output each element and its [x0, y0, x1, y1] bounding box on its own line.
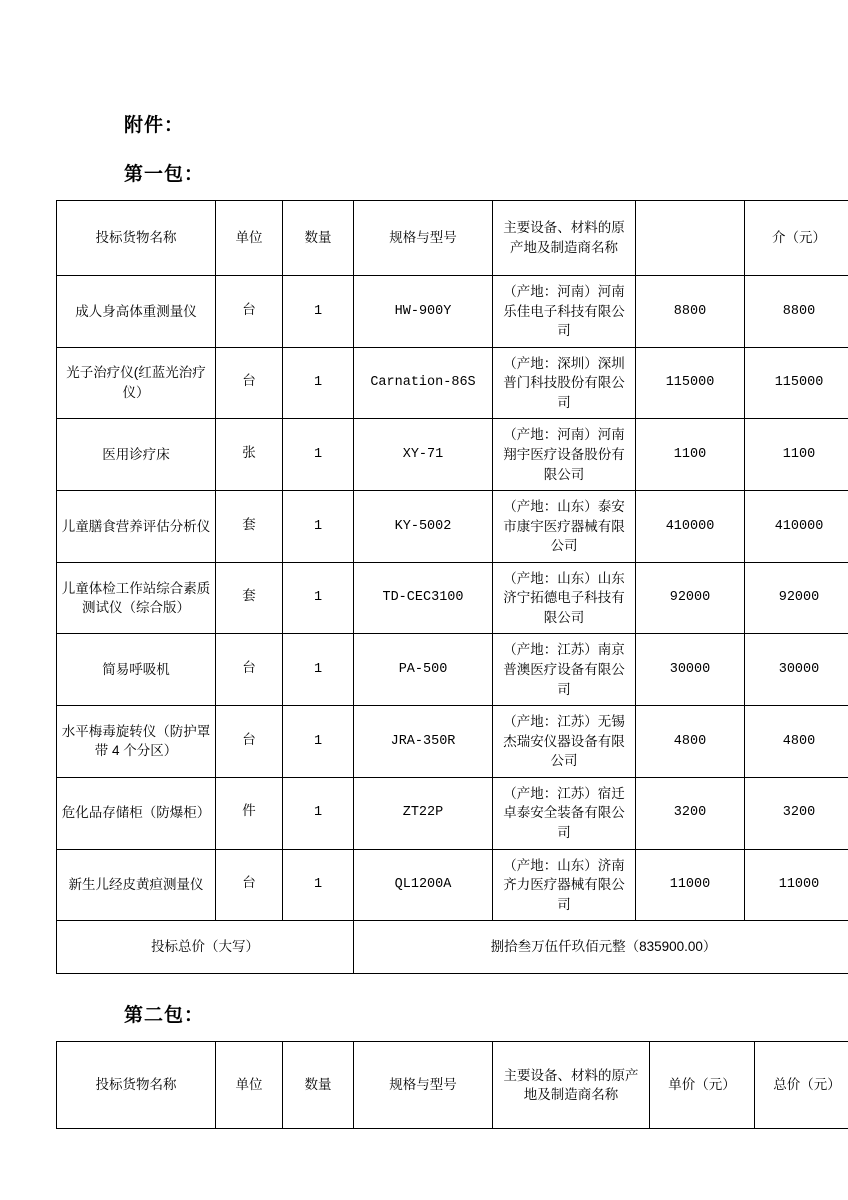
cell-spec: Carnation-86S	[354, 347, 493, 419]
cell-spec: PA-500	[354, 634, 493, 706]
package-two-table	[56, 1041, 848, 1129]
cell-total-price: 11000	[745, 849, 848, 921]
table-row	[57, 706, 848, 778]
cell-spec: KY-5002	[354, 491, 493, 563]
package-two-heading: 第二包：	[124, 1005, 205, 1027]
cell-origin: （产地：山东）济南齐力医疗器械有限公司	[493, 849, 636, 921]
cell-unit: 台	[216, 347, 283, 419]
table-row	[57, 419, 848, 491]
col-header-unit-price: 单价（元）	[650, 1042, 755, 1129]
cell-origin: （产地：江苏）无锡杰瑞安仪器设备有限公司	[493, 706, 636, 778]
cell-unit-price: 115000	[636, 347, 745, 419]
cell-unit-price: 3200	[636, 777, 745, 849]
table-header-row	[57, 201, 848, 276]
table-row	[57, 849, 848, 921]
table-row	[57, 777, 848, 849]
cell-name: 简易呼吸机	[57, 634, 216, 706]
cell-name: 儿童膳食营养评估分析仪	[57, 491, 216, 563]
table-row	[57, 347, 848, 419]
table-row	[57, 634, 848, 706]
cell-spec: JRA-350R	[354, 706, 493, 778]
cell-qty: 1	[283, 634, 354, 706]
cell-spec: QL1200A	[354, 849, 493, 921]
table-row	[57, 491, 848, 563]
col-header-origin: 主要设备、材料的原产地及制造商名称	[493, 201, 636, 276]
col-header-unit-price	[636, 201, 745, 276]
col-header-qty: 数量	[283, 201, 354, 276]
cell-name: 水平梅毒旋转仪（防护罩带 4 个分区）	[57, 706, 216, 778]
cell-qty: 1	[283, 347, 354, 419]
cell-qty: 1	[283, 276, 354, 348]
cell-origin: （产地：江苏）宿迁卓泰安全装备有限公司	[493, 777, 636, 849]
cell-total-price: 30000	[745, 634, 848, 706]
cell-total-price: 92000	[745, 562, 848, 634]
cell-unit: 套	[216, 562, 283, 634]
cell-total-price: 4800	[745, 706, 848, 778]
col-header-qty: 数量	[283, 1042, 354, 1129]
cell-origin: （产地：江苏）南京普澳医疗设备有限公司	[493, 634, 636, 706]
cell-unit-price: 410000	[636, 491, 745, 563]
cell-origin: （产地：山东）山东济宁拓德电子科技有限公司	[493, 562, 636, 634]
table-header-row	[57, 1042, 848, 1129]
col-header-unit: 单位	[216, 1042, 283, 1129]
cell-unit-price: 8800	[636, 276, 745, 348]
cell-name: 光子治疗仪(红蓝光治疗仪）	[57, 347, 216, 419]
cell-origin: （产地：河南）河南翔宇医疗设备股份有限公司	[493, 419, 636, 491]
cell-name: 医用诊疗床	[57, 419, 216, 491]
cell-name: 新生儿经皮黄疸测量仪	[57, 849, 216, 921]
table-row	[57, 562, 848, 634]
cell-qty: 1	[283, 777, 354, 849]
cell-origin: （产地：深圳）深圳普门科技股份有限公司	[493, 347, 636, 419]
cell-name: 危化品存储柜（防爆柜）	[57, 777, 216, 849]
cell-origin: （产地：山东）泰安市康宇医疗器械有限公司	[493, 491, 636, 563]
col-header-name: 投标货物名称	[57, 1042, 216, 1129]
cell-spec: ZT22P	[354, 777, 493, 849]
col-header-total-price: 介（元）	[745, 201, 848, 276]
cell-unit: 台	[216, 276, 283, 348]
cell-unit: 件	[216, 777, 283, 849]
attachment-heading: 附件：	[124, 115, 185, 136]
cell-unit-price: 92000	[636, 562, 745, 634]
cell-qty: 1	[283, 849, 354, 921]
package-one-heading: 第一包：	[124, 164, 205, 185]
cell-qty: 1	[283, 706, 354, 778]
cell-total-price: 3200	[745, 777, 848, 849]
col-header-spec: 规格与型号	[354, 201, 493, 276]
col-header-unit: 单位	[216, 201, 283, 276]
summary-label: 投标总价（大写）	[57, 921, 354, 974]
cell-qty: 1	[283, 419, 354, 491]
cell-unit-price: 1100	[636, 419, 745, 491]
cell-name: 儿童体检工作站综合素质测试仪（综合版）	[57, 562, 216, 634]
cell-spec: HW-900Y	[354, 276, 493, 348]
cell-qty: 1	[283, 562, 354, 634]
cell-unit: 台	[216, 706, 283, 778]
col-header-spec: 规格与型号	[354, 1042, 493, 1129]
col-header-total-price: 总价（元）	[755, 1042, 848, 1129]
table-summary-row	[57, 921, 848, 974]
cell-unit-price: 4800	[636, 706, 745, 778]
cell-spec: XY-71	[354, 419, 493, 491]
cell-total-price: 115000	[745, 347, 848, 419]
cell-unit: 台	[216, 634, 283, 706]
cell-unit: 套	[216, 491, 283, 563]
cell-total-price: 8800	[745, 276, 848, 348]
package-one-table-body	[57, 276, 848, 974]
table-row	[57, 276, 848, 348]
cell-unit: 台	[216, 849, 283, 921]
cell-total-price: 1100	[745, 419, 848, 491]
col-header-name: 投标货物名称	[57, 201, 216, 276]
cell-total-price: 410000	[745, 491, 848, 563]
col-header-origin: 主要设备、材料的原产地及制造商名称	[493, 1042, 650, 1129]
cell-qty: 1	[283, 491, 354, 563]
cell-unit-price: 30000	[636, 634, 745, 706]
cell-name: 成人身高体重测量仪	[57, 276, 216, 348]
package-one-table	[56, 200, 848, 974]
summary-value: 捌拾叁万伍仟玖佰元整（835900.00）	[354, 921, 848, 974]
cell-origin: （产地：河南）河南乐佳电子科技有限公司	[493, 276, 636, 348]
cell-spec: TD-CEC3100	[354, 562, 493, 634]
cell-unit: 张	[216, 419, 283, 491]
cell-unit-price: 11000	[636, 849, 745, 921]
